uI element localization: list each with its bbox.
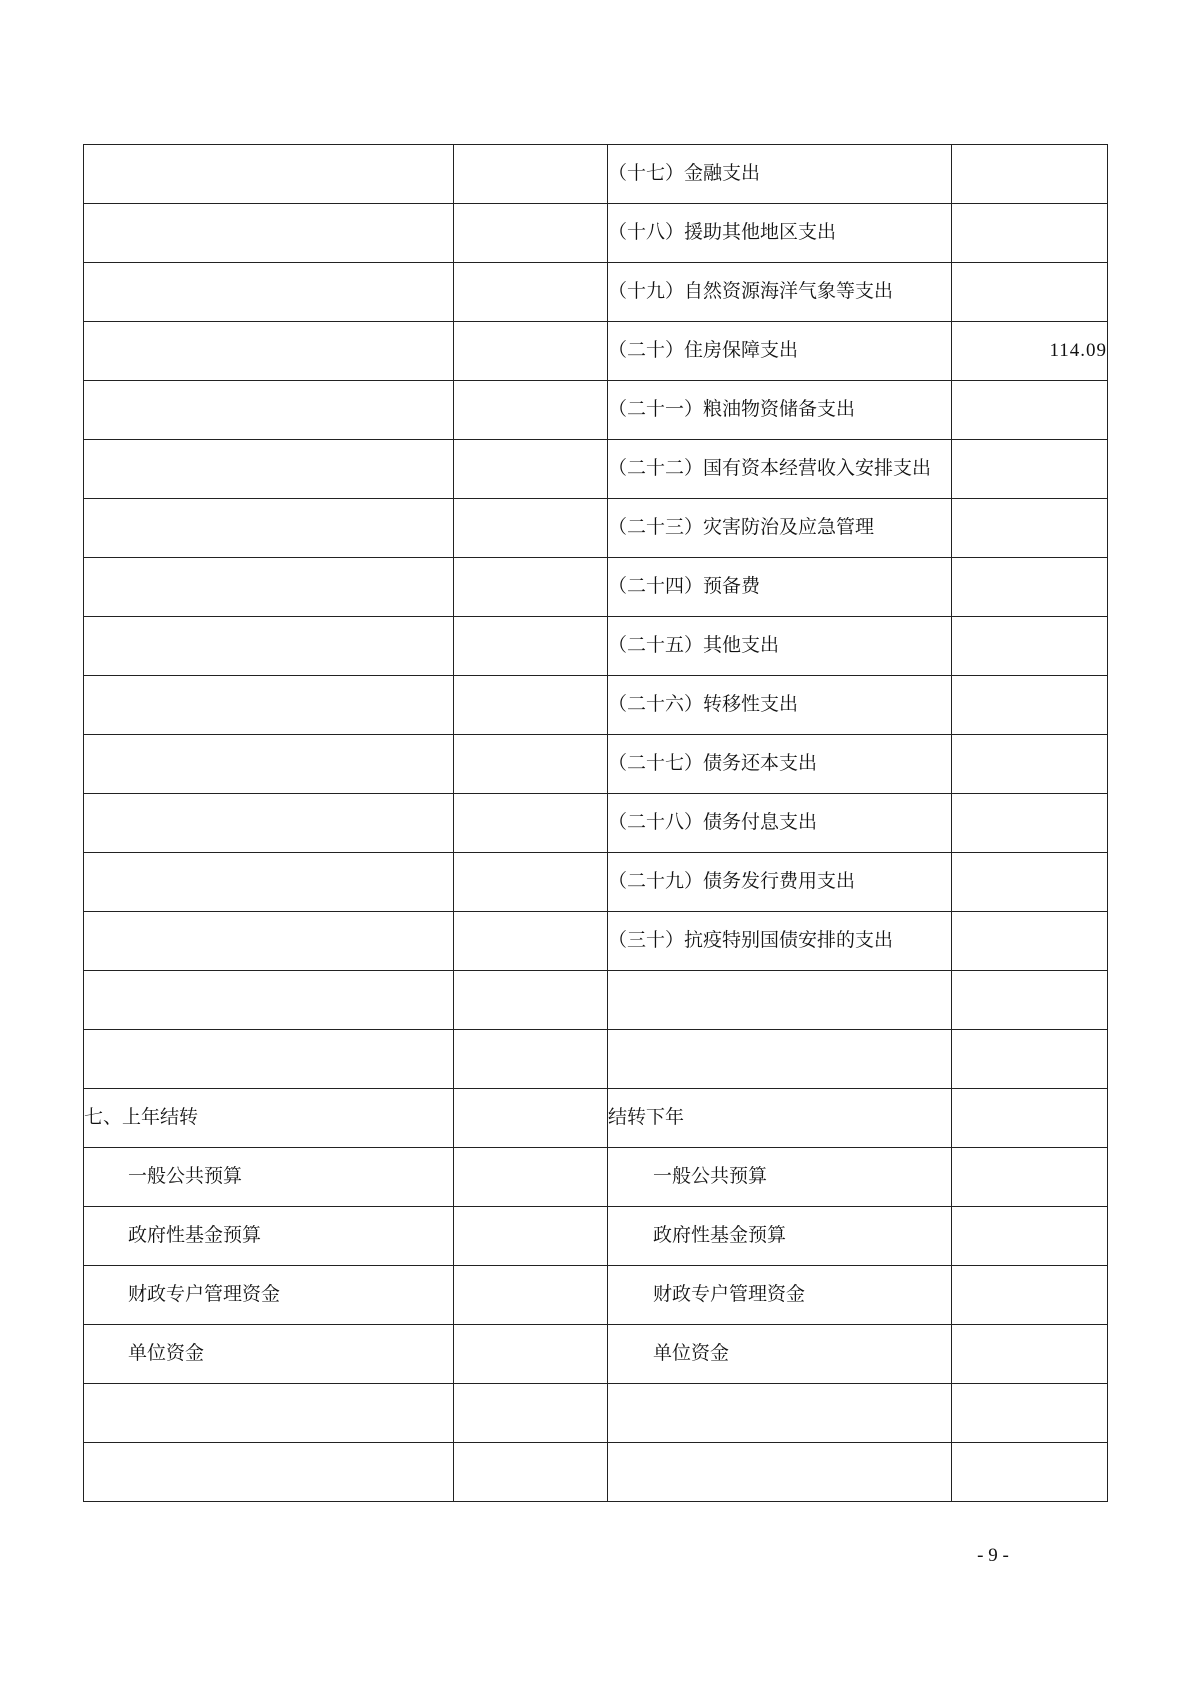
table-row	[84, 617, 1108, 676]
cell-amount-right	[952, 440, 1108, 499]
cell-amount-left	[454, 1148, 608, 1207]
cell-category-right: （二十四）预备费	[608, 558, 952, 617]
table-row	[84, 794, 1108, 853]
cell-amount-left	[454, 1384, 608, 1443]
cell-category-left	[84, 912, 454, 971]
cell-amount-left	[454, 322, 608, 381]
table-row	[84, 676, 1108, 735]
budget-table	[83, 144, 1108, 1502]
cell-category-right: 财政专户管理资金	[608, 1266, 952, 1325]
table-row	[84, 440, 1108, 499]
cell-amount-right	[952, 1089, 1108, 1148]
table-row	[84, 735, 1108, 794]
cell-category-left: 一般公共预算	[84, 1148, 454, 1207]
cell-category-left: 单位资金	[84, 1325, 454, 1384]
cell-amount-right	[952, 853, 1108, 912]
cell-category-left	[84, 853, 454, 912]
cell-category-left	[84, 263, 454, 322]
cell-category-left	[84, 735, 454, 794]
cell-amount-right	[952, 1266, 1108, 1325]
cell-amount-right	[952, 794, 1108, 853]
cell-category-right: （十八）援助其他地区支出	[608, 204, 952, 263]
cell-amount-right	[952, 499, 1108, 558]
table-row	[84, 263, 1108, 322]
cell-amount-left	[454, 145, 608, 204]
cell-category-left	[84, 440, 454, 499]
cell-amount-right	[952, 1030, 1108, 1089]
cell-category-left	[84, 617, 454, 676]
cell-amount-right	[952, 145, 1108, 204]
table-row	[84, 912, 1108, 971]
cell-category-left	[84, 676, 454, 735]
table-row	[84, 1325, 1108, 1384]
cell-category-left	[84, 145, 454, 204]
table-row	[84, 1030, 1108, 1089]
cell-category-left	[84, 499, 454, 558]
table-row	[84, 1443, 1108, 1502]
cell-amount-left	[454, 1325, 608, 1384]
cell-category-right: 单位资金	[608, 1325, 952, 1384]
cell-amount-right: 114.09	[952, 322, 1108, 381]
cell-amount-left	[454, 853, 608, 912]
cell-amount-left	[454, 735, 608, 794]
cell-amount-right	[952, 1443, 1108, 1502]
cell-amount-left	[454, 794, 608, 853]
table-row	[84, 1207, 1108, 1266]
cell-amount-right	[952, 381, 1108, 440]
cell-category-left	[84, 1030, 454, 1089]
cell-category-left	[84, 204, 454, 263]
table-row	[84, 204, 1108, 263]
cell-category-left: 政府性基金预算	[84, 1207, 454, 1266]
cell-amount-left	[454, 1089, 608, 1148]
cell-amount-right	[952, 617, 1108, 676]
cell-category-right	[608, 1443, 952, 1502]
table-row	[84, 853, 1108, 912]
table-row	[84, 1089, 1108, 1148]
cell-category-right	[608, 1384, 952, 1443]
cell-category-left: 财政专户管理资金	[84, 1266, 454, 1325]
cell-category-right	[608, 1030, 952, 1089]
cell-category-right: （二十一）粮油物资储备支出	[608, 381, 952, 440]
cell-amount-right	[952, 1325, 1108, 1384]
cell-amount-left	[454, 1266, 608, 1325]
cell-category-right: （二十二）国有资本经营收入安排支出	[608, 440, 952, 499]
cell-amount-right	[952, 971, 1108, 1030]
cell-amount-left	[454, 1207, 608, 1266]
cell-category-right: （二十六）转移性支出	[608, 676, 952, 735]
cell-amount-right	[952, 735, 1108, 794]
cell-category-right	[608, 971, 952, 1030]
cell-category-right: （二十）住房保障支出	[608, 322, 952, 381]
table-row	[84, 322, 1108, 381]
table-row	[84, 499, 1108, 558]
cell-amount-right	[952, 1384, 1108, 1443]
cell-category-right: 政府性基金预算	[608, 1207, 952, 1266]
table-row	[84, 1148, 1108, 1207]
cell-category-left	[84, 971, 454, 1030]
cell-amount-right	[952, 558, 1108, 617]
cell-category-left	[84, 794, 454, 853]
cell-category-right: （十七）金融支出	[608, 145, 952, 204]
cell-amount-right	[952, 1207, 1108, 1266]
page-number: - 9 -	[977, 1545, 1009, 1566]
cell-amount-left	[454, 558, 608, 617]
cell-category-right: （二十九）债务发行费用支出	[608, 853, 952, 912]
cell-amount-right	[952, 912, 1108, 971]
cell-category-right: （三十）抗疫特别国债安排的支出	[608, 912, 952, 971]
cell-category-left	[84, 1384, 454, 1443]
cell-amount-left	[454, 617, 608, 676]
cell-amount-right	[952, 676, 1108, 735]
table-row	[84, 1384, 1108, 1443]
cell-amount-left	[454, 676, 608, 735]
cell-amount-left	[454, 1443, 608, 1502]
budget-table-body	[84, 145, 1108, 1502]
cell-amount-left	[454, 499, 608, 558]
cell-amount-left	[454, 263, 608, 322]
cell-amount-left	[454, 440, 608, 499]
cell-category-left	[84, 558, 454, 617]
table-row	[84, 381, 1108, 440]
cell-amount-left	[454, 1030, 608, 1089]
cell-category-right: 结转下年	[608, 1089, 952, 1148]
cell-amount-right	[952, 204, 1108, 263]
cell-amount-left	[454, 204, 608, 263]
table-row	[84, 145, 1108, 204]
cell-amount-left	[454, 912, 608, 971]
table-row	[84, 1266, 1108, 1325]
cell-amount-left	[454, 381, 608, 440]
cell-amount-right	[952, 263, 1108, 322]
cell-category-right: （十九）自然资源海洋气象等支出	[608, 263, 952, 322]
cell-category-right: （二十五）其他支出	[608, 617, 952, 676]
cell-category-left: 七、上年结转	[84, 1089, 454, 1148]
cell-category-right: 一般公共预算	[608, 1148, 952, 1207]
table-row	[84, 558, 1108, 617]
cell-category-left	[84, 322, 454, 381]
cell-category-right: （二十八）债务付息支出	[608, 794, 952, 853]
cell-category-right: （二十七）债务还本支出	[608, 735, 952, 794]
cell-category-right: （二十三）灾害防治及应急管理	[608, 499, 952, 558]
cell-amount-left	[454, 971, 608, 1030]
table-row	[84, 971, 1108, 1030]
cell-amount-right	[952, 1148, 1108, 1207]
cell-category-left	[84, 1443, 454, 1502]
cell-category-left	[84, 381, 454, 440]
